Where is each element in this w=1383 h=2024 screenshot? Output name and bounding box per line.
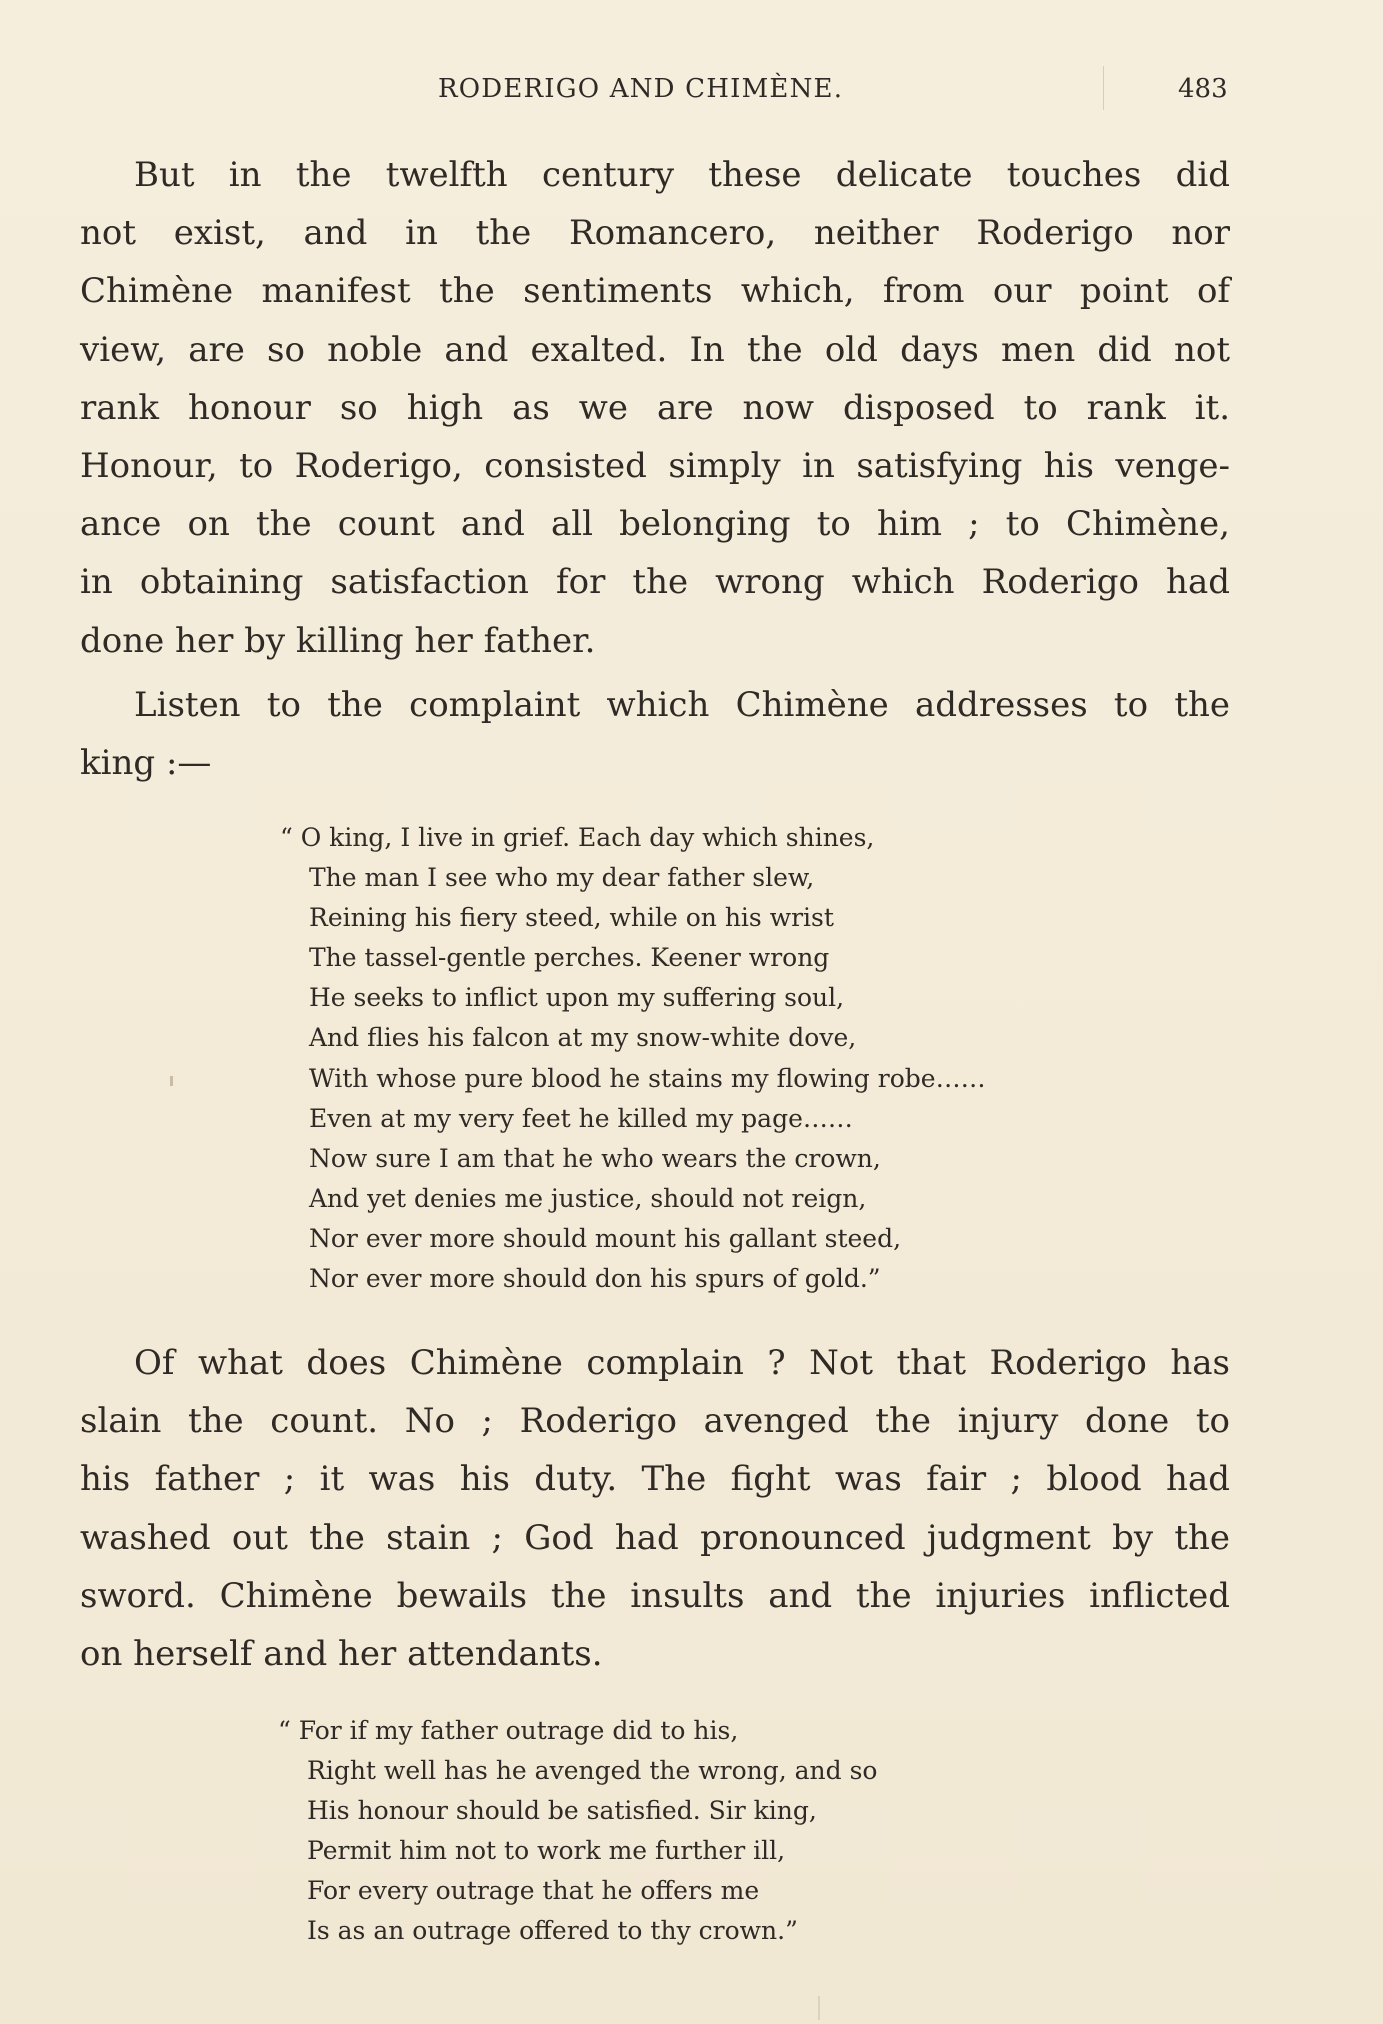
verse-line: “ For if my father outrage did to his,	[278, 1716, 739, 1745]
verse-line: For every outrage that he offers me	[307, 1876, 760, 1906]
verse-line: His honour should be satisfied. Sir king,	[307, 1796, 817, 1826]
verse-line: He seeks to inflict upon my suffering soul,	[309, 983, 845, 1013]
paragraph-line: king :—	[80, 743, 212, 784]
verse-quotation-1	[280, 818, 986, 1299]
paragraph-line: view, are so noble and exalted. In the old days men did not	[80, 329, 1230, 370]
paragraph-line: But in the twelfth century these delicate touches did	[134, 155, 1230, 195]
margin-blemish	[170, 1076, 173, 1086]
verse-line: The tassel-gentle perches. Keener wrong	[309, 943, 830, 973]
verse-line: Permit him not to work me further ill,	[307, 1836, 786, 1866]
verse-line: Nor ever more should mount his gallant steed,	[309, 1223, 902, 1253]
verse-line: Is as an outrage offered to thy crown.”	[307, 1916, 798, 1946]
paragraph-line: Honour, to Roderigo, consisted simply in satisfying his venge-	[80, 446, 1230, 487]
page-blemish	[818, 1996, 820, 2020]
paragraph-line: done her by killing her father.	[80, 620, 596, 661]
verse-quotation-2	[278, 1711, 877, 1952]
verse-line: Reining his fiery steed, while on his wrist	[309, 903, 834, 933]
verse-line: Now sure I am that he who wears the crown,	[309, 1143, 881, 1173]
paragraph-line: on herself and her attendants.	[80, 1634, 603, 1675]
verse-line: “ O king, I live in grief. Each day which shines,	[280, 823, 875, 852]
paragraph-line: washed out the stain ; God had pronounced judgment by the	[80, 1517, 1230, 1558]
paragraph-3	[80, 1334, 1230, 1683]
paragraph-line: rank honour so high as we are now disposed to rank it.	[80, 387, 1230, 428]
paragraph-line: Listen to the complaint which Chimène addresses to the	[134, 685, 1230, 725]
verse-line: And yet denies me justice, should not reign,	[309, 1183, 867, 1213]
verse-line: With whose pure blood he stains my flowing robe……	[309, 1063, 986, 1093]
paragraph-line: in obtaining satisfaction for the wrong which Roderigo had	[80, 562, 1230, 603]
verse-line: Right well has he avenged the wrong, and so	[307, 1756, 878, 1786]
page-blemish	[1103, 66, 1104, 110]
verse-line: The man I see who my dear father slew,	[309, 863, 815, 893]
paragraph-2	[80, 676, 1230, 792]
verse-line: And flies his falcon at my snow-white dove,	[309, 1023, 857, 1053]
paragraph-line: ance on the count and all belonging to him ; to Chimène,	[80, 504, 1230, 545]
paragraph-line: his father ; it was his duty. The fight was fair ; blood had	[80, 1459, 1230, 1500]
paragraph-line: sword. Chimène bewails the insults and the injuries inflicted	[80, 1575, 1230, 1616]
paragraph-1	[80, 146, 1230, 670]
paragraph-line: not exist, and in the Romancero, neither Roderigo nor	[80, 213, 1230, 254]
page-header	[0, 74, 1383, 110]
page-number: 483	[1178, 74, 1228, 104]
paragraph-line: slain the count. No ; Roderigo avenged the injury done to	[80, 1401, 1230, 1442]
paragraph-line: Chimène manifest the sentiments which, from our point of	[80, 271, 1230, 312]
paragraph-line: Of what does Chimène complain ? Not that Roderigo has	[134, 1343, 1230, 1383]
verse-line: Even at my very feet he killed my page……	[309, 1103, 853, 1133]
running-title: RODERIGO AND CHIMÈNE.	[438, 74, 844, 104]
verse-line: Nor ever more should don his spurs of gold.”	[309, 1264, 881, 1294]
